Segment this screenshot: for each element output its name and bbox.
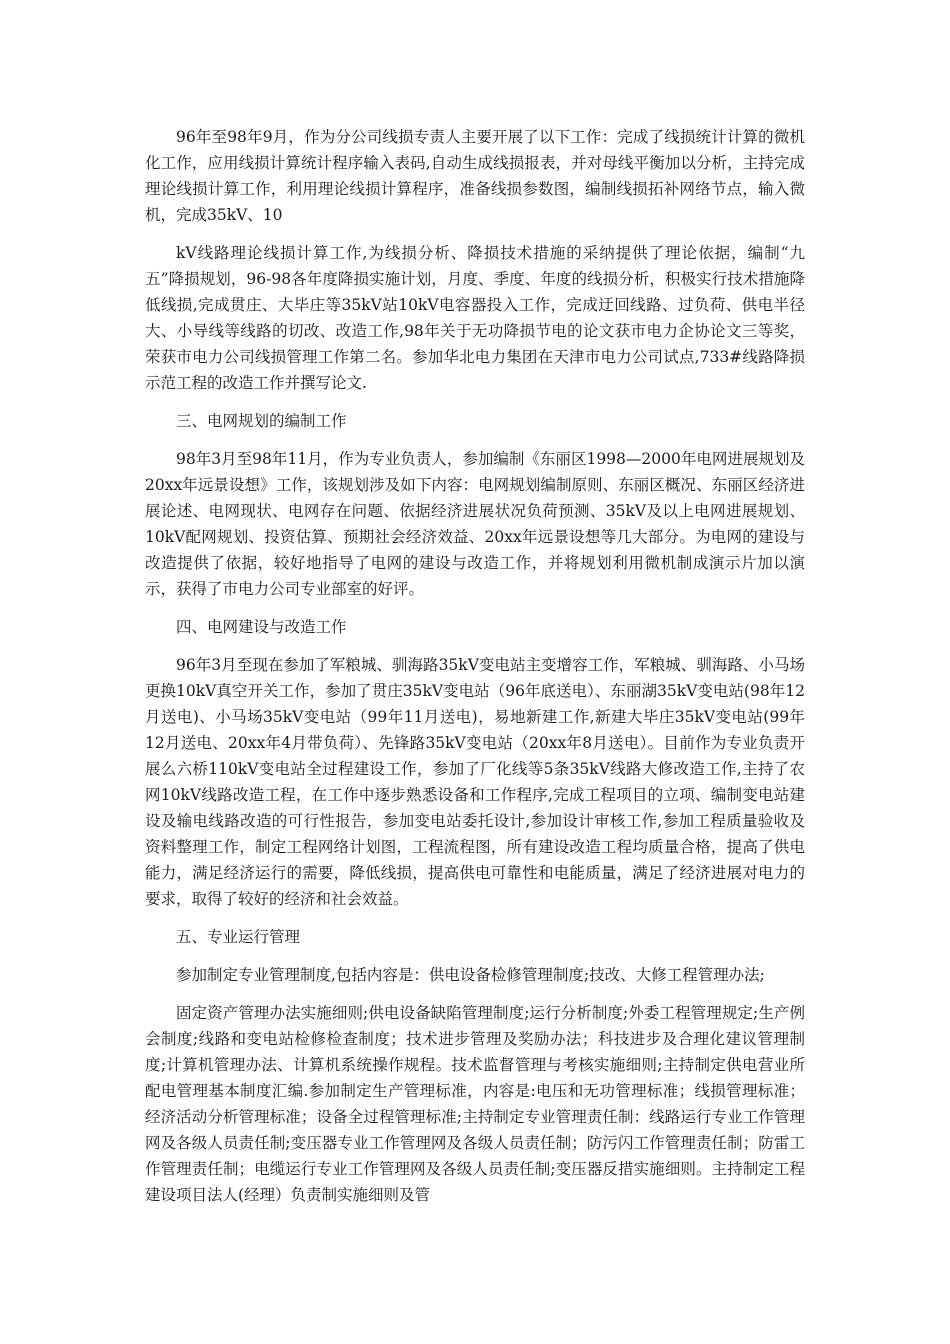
paragraph-management-rules: 参加制定专业管理制度,包括内容是：供电设备检修管理制度;技改、大修工程管理办法;	[176, 966, 765, 984]
section-heading-operation-management: 五、专业运行管理	[176, 928, 301, 946]
paragraph-line-loss-work: 96年至98年9月，作为分公司线损专责人主要开展了以下工作：完成了线损统计计算的微机化工作，应用线损计算统计程序输入表码,自动生成线损报表，并对母线平衡加以分析，主持完成理论线损计算工作，利用理论线损计算程序，准备线损参数图，编制线损拓补网络节点，输入微机，完成35kV、10	[145, 128, 805, 224]
document-body	[145, 124, 805, 1220]
paragraph-asset-management: 固定资产管理办法实施细则;供电设备缺陷管理制度;运行分析制度;外委工程管理规定;生产例会制度;线路和变电站检修检查制度；技术进步管理及奖励办法；科技进步及合理化建议管理制度;计算机管理办法、计算机系统操作规程。技术监督管理与考核实施细则;主持制定供电营业所配电管理基本制度汇编.参加制定生产管理标准，内容是:电压和无功管理标准；线损管理标准；经济活动分析管理标准；设备全过程管理标准;主持制定专业管理责任制：线路运行专业工作管理网及各级人员责任制;变压器专业工作管理网及各级人员责任制；防污闪工作管理责任制；防雷工作管理责任制；电缆运行专业工作管理网及各级人员责任制;变压器反措实施细则。主持制定工程建设项目法人(经理）负责制实施细则及管	[145, 1004, 805, 1204]
section-heading-grid-planning: 三、电网规划的编制工作	[176, 412, 347, 430]
paragraph-line-loss-calculation: kV线路理论线损计算工作,为线损分析、降损技术措施的采纳提供了理论依据，编制“九五”降损规划，96-98各年度降损实施计划，月度、季度、年度的线损分析，积极实行技术措施降低线损,完成贯庄、大毕庄等35kV站10kV电容器投入工作，完成迂回线路、过负荷、供电半径大、小导线等线路的切改、改造工作,98年关于无功降损节电的论文获市电力企协论文三等奖，荣获市电力公司线损管理工作第二名。参加华北电力集团在天津市电力公司试点,733#线路降损示范工程的改造工作并撰写论文.	[145, 244, 805, 392]
section-heading-grid-construction: 四、电网建设与改造工作	[176, 618, 347, 636]
paragraph-grid-planning: 98年3月至98年11月，作为专业负责人，参加编制《东丽区1998—2000年电网进展规划及20xx年远景设想》工作，该规划涉及如下内容：电网规划编制原则、东丽区概况、东丽区经济进展论述、电网现状、电网存在问题、依据经济进展状况负荷预测、35kV及以上电网进展规划、10kV配网规划、投资估算、预期社会经济效益、20xx年远景设想等几大部分。为电网的建设与改造提供了依据，较好地指导了电网的建设与改造工作，并将规划利用微机制成演示片加以演示，获得了市电力公司专业部室的好评。	[145, 450, 805, 598]
paragraph-grid-construction: 96年3月至现在参加了军粮城、驯海路35kV变电站主变增容工作，军粮城、驯海路、小马场更换10kV真空开关工作，参加了贯庄35kV变电站（96年底送电）、东丽湖35kV变电站(98年12月送电)、小马场35kV变电站（99年11月送电)，易地新建工作,新建大毕庄35kV变电站(99年12月送电、20xx年4月带负荷）、先锋路35kV变电站（20xx年8月送电）。目前作为专业负责开展么六桥110kV变电站全过程建设工作，参加了厂化线等5条35kV线路大修改造工作,主持了农网10kV线路改造工程，在工作中逐步熟悉设备和工作程序,完成工程项目的立项、编制变电站建设及输电线路改造的可行性报告，参加变电站委托设计,参加设计审核工作,参加工程质量验收及资料整理工作，制定工程网络计划图，工程流程图，所有建设改造工程均质量合格，提高了供电能力，满足经济运行的需要，降低线损，提高供电可靠性和电能质量，满足了经济进展对电力的要求，取得了较好的经济和社会效益。	[145, 656, 805, 908]
